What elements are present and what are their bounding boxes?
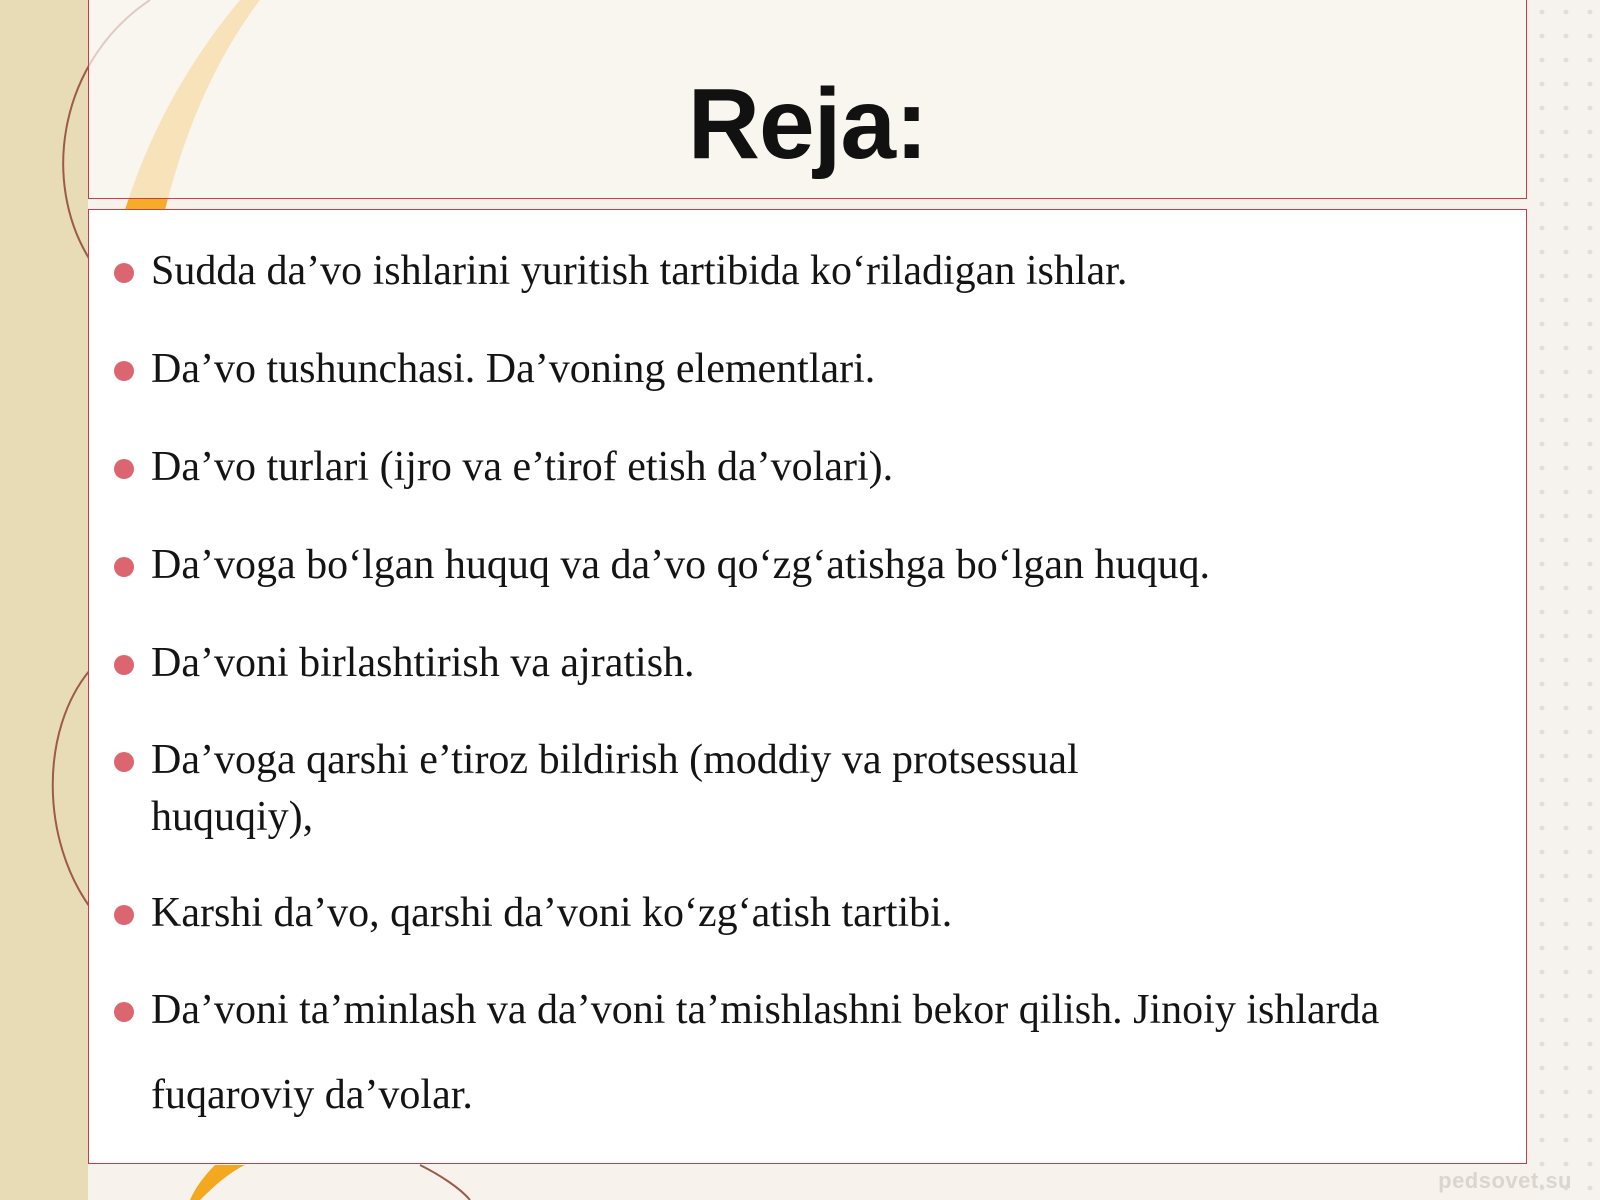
watermark: pedsovet.su — [1438, 1168, 1572, 1193]
list-item-text: Karshi da’vo, qarshi da’voni ko‘zg‘atish tartibi. — [151, 890, 953, 936]
circle-bullet-icon — [114, 557, 134, 577]
slide-title: Reja: — [687, 68, 928, 180]
circle-bullet-icon — [114, 655, 134, 675]
circle-bullet-icon — [114, 1002, 134, 1022]
circle-bullet-icon — [114, 459, 134, 479]
list-item-text: Da’vo turlari (ijro va e’tirof etish da’volari). — [151, 444, 894, 490]
list-item-text: Da’voga bo‘lgan huquq va da’vo qo‘zg‘atishga bo‘lgan huquq. — [151, 542, 1211, 588]
content-box — [88, 209, 1527, 1164]
title-box — [88, 0, 1527, 199]
list-item-text: Da’voni birlashtirish va ajratish. — [151, 640, 695, 686]
list-item-text: Da’vo tushunchasi. Da’voning elementlari. — [151, 346, 876, 392]
circle-bullet-icon — [114, 263, 134, 283]
list-item-text: Da’voga qarshi e’tiroz bildirish (moddiy va protsessual huquqiy), — [151, 737, 1079, 840]
list-item-text: Sudda da’vo ishlarini yuritish tartibida ko‘riladigan ishlar. — [151, 248, 1128, 294]
circle-bullet-icon — [114, 361, 134, 381]
list-item-text: Da’voni ta’minlash va da’voni ta’mishlashni bekor qilish. Jinoiy ishlarda fuqaroviy da’volar. — [151, 987, 1380, 1118]
circle-bullet-icon — [114, 905, 134, 925]
circle-bullet-icon — [114, 752, 134, 772]
